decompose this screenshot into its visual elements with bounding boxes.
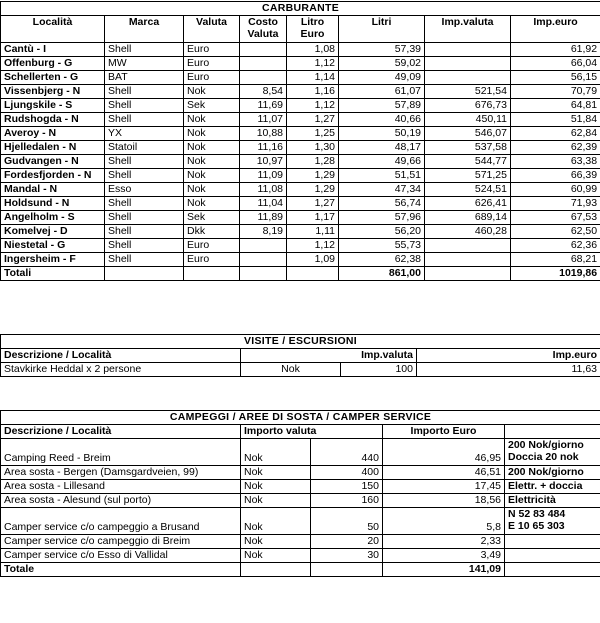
cell-valuta: Nok [184, 155, 240, 169]
cell-costo-valuta [240, 239, 287, 253]
campeggi-valuta: Nok [241, 508, 311, 535]
cell-localita: Vissenbjerg - N [1, 85, 105, 99]
table-row [1, 113, 600, 127]
campeggi-valuta: Nok [241, 466, 311, 480]
cell-litro-euro: 1,14 [287, 71, 339, 85]
header-costo-valuta: Costo Valuta [240, 16, 287, 43]
cell-litri: 49,66 [339, 155, 425, 169]
campeggi-note: N 52 83 484 E 10 65 303 [505, 508, 600, 535]
cell-litro-euro: 1,30 [287, 141, 339, 155]
cell-litro-euro: 1,11 [287, 225, 339, 239]
cell-litri: 59,02 [339, 57, 425, 71]
cell-litro-euro: 1,29 [287, 169, 339, 183]
list-item [1, 439, 600, 466]
campeggi-note: Elettr. + doccia [505, 480, 600, 494]
cell-localita: Mandal - N [1, 183, 105, 197]
cell-costo-valuta [240, 57, 287, 71]
header-valuta: Valuta [184, 16, 240, 43]
table-row [1, 71, 600, 85]
cell-valuta: Euro [184, 71, 240, 85]
cell-litri: 56,20 [339, 225, 425, 239]
total-euro: 1019,86 [511, 267, 600, 281]
cell-litri: 50,19 [339, 127, 425, 141]
cell-costo-valuta: 10,88 [240, 127, 287, 141]
campeggi-note: Elettricità [505, 494, 600, 508]
cell-imp-valuta: 537,58 [425, 141, 511, 155]
campeggi-euro: 18,56 [383, 494, 505, 508]
cell-imp-valuta [425, 43, 511, 57]
cell-litro-euro: 1,29 [287, 183, 339, 197]
cell-costo-valuta: 11,09 [240, 169, 287, 183]
cell-localita: Rudshogda - N [1, 113, 105, 127]
campeggi-euro: 46,95 [383, 439, 505, 466]
carburante-title: CARBURANTE [1, 2, 600, 16]
cell-imp-valuta: 524,51 [425, 183, 511, 197]
cell-litri: 40,66 [339, 113, 425, 127]
cell-litri: 51,51 [339, 169, 425, 183]
cell-costo-valuta [240, 43, 287, 57]
cell-localita: Holdsund - N [1, 197, 105, 211]
cell-imp-euro: 62,39 [511, 141, 600, 155]
campeggi-valuta: Nok [241, 439, 311, 466]
cell-marca: Shell [105, 169, 184, 183]
cell-imp-euro: 51,84 [511, 113, 600, 127]
cell-imp-valuta: 571,25 [425, 169, 511, 183]
cell-litro-euro: 1,09 [287, 253, 339, 267]
campeggi-desc: Camper service c/o campeggio di Breim [1, 535, 241, 549]
cell-marca: BAT [105, 71, 184, 85]
cell-costo-valuta: 11,89 [240, 211, 287, 225]
campeggi-euro: 3,49 [383, 549, 505, 563]
list-item [1, 535, 600, 549]
cell-valuta: Dkk [184, 225, 240, 239]
visite-valuta: Nok [241, 363, 341, 377]
campeggi-valuta: Nok [241, 549, 311, 563]
cell-costo-valuta [240, 71, 287, 85]
campeggi-note [505, 535, 600, 549]
cell-imp-valuta: 460,28 [425, 225, 511, 239]
campeggi-valuta: Nok [241, 480, 311, 494]
carburante-rows [1, 43, 600, 267]
campeggi-desc: Camper service c/o Esso di Vallidal [1, 549, 241, 563]
cell-litri: 61,07 [339, 85, 425, 99]
campeggi-note: 200 Nok/giorno Doccia 20 nok [505, 439, 600, 466]
cell-litro-euro: 1,12 [287, 57, 339, 71]
cell-litro-euro: 1,16 [287, 85, 339, 99]
cell-imp-valuta [425, 239, 511, 253]
cell-imp-valuta: 521,54 [425, 85, 511, 99]
table-row [1, 127, 600, 141]
campeggi-note [505, 549, 600, 563]
campeggi-importo: 20 [311, 535, 383, 549]
cell-imp-valuta: 544,77 [425, 155, 511, 169]
cell-costo-valuta: 11,04 [240, 197, 287, 211]
cell-costo-valuta: 11,16 [240, 141, 287, 155]
campeggi-header-importo-euro: Importo Euro [383, 425, 505, 439]
table-row [1, 155, 600, 169]
cell-litri: 48,17 [339, 141, 425, 155]
cell-imp-euro: 70,79 [511, 85, 600, 99]
cell-marca: Shell [105, 155, 184, 169]
cell-imp-valuta: 450,11 [425, 113, 511, 127]
table-row [1, 239, 600, 253]
cell-imp-euro: 66,39 [511, 169, 600, 183]
header-imp-euro: Imp.euro [511, 16, 600, 43]
cell-localita: Schellerten - G [1, 71, 105, 85]
table-row [1, 99, 600, 113]
cell-imp-euro: 62,84 [511, 127, 600, 141]
cell-marca: Shell [105, 43, 184, 57]
cell-imp-valuta: 689,14 [425, 211, 511, 225]
table-row [1, 183, 600, 197]
list-item [1, 480, 600, 494]
cell-localita: Angelholm - S [1, 211, 105, 225]
campeggi-header-desc: Descrizione / Località [1, 425, 241, 439]
cell-marca: Shell [105, 197, 184, 211]
visite-table [0, 334, 600, 377]
cell-valuta: Sek [184, 99, 240, 113]
cell-imp-valuta: 676,73 [425, 99, 511, 113]
carburante-table [0, 1, 600, 281]
header-imp-valuta: Imp.valuta [425, 16, 511, 43]
cell-costo-valuta: 8,54 [240, 85, 287, 99]
cell-litri: 57,39 [339, 43, 425, 57]
cell-costo-valuta [240, 253, 287, 267]
campeggi-euro: 46,51 [383, 466, 505, 480]
cell-marca: MW [105, 57, 184, 71]
cell-marca: Shell [105, 85, 184, 99]
cell-valuta: Euro [184, 239, 240, 253]
cell-valuta: Nok [184, 85, 240, 99]
cell-valuta: Euro [184, 253, 240, 267]
cell-imp-euro: 64,81 [511, 99, 600, 113]
cell-litro-euro: 1,08 [287, 43, 339, 57]
cell-localita: Cantù - I [1, 43, 105, 57]
cell-imp-euro: 71,93 [511, 197, 600, 211]
cell-imp-euro: 68,21 [511, 253, 600, 267]
cell-litri: 55,73 [339, 239, 425, 253]
cell-litro-euro: 1,17 [287, 211, 339, 225]
table-row [1, 85, 600, 99]
campeggi-valuta: Nok [241, 535, 311, 549]
visite-header-desc: Descrizione / Località [1, 349, 241, 363]
campeggi-importo: 50 [311, 508, 383, 535]
cell-imp-euro: 63,38 [511, 155, 600, 169]
campeggi-euro: 17,45 [383, 480, 505, 494]
cell-valuta: Nok [184, 197, 240, 211]
visite-euro: 11,63 [417, 363, 600, 377]
cell-localita: Niestetal - G [1, 239, 105, 253]
cell-valuta: Nok [184, 183, 240, 197]
campeggi-note: 200 Nok/giorno [505, 466, 600, 480]
cell-localita: Ingersheim - F [1, 253, 105, 267]
cell-valuta: Nok [184, 127, 240, 141]
cell-marca: Shell [105, 239, 184, 253]
cell-marca: Esso [105, 183, 184, 197]
cell-imp-euro: 60,99 [511, 183, 600, 197]
campeggi-importo: 150 [311, 480, 383, 494]
cell-litro-euro: 1,28 [287, 155, 339, 169]
visite-header-imp-valuta: Imp.valuta [241, 349, 417, 363]
cell-litro-euro: 1,12 [287, 99, 339, 113]
total-label: Totali [1, 267, 105, 281]
header-localita: Località [1, 16, 105, 43]
cell-litro-euro: 1,25 [287, 127, 339, 141]
cell-litri: 62,38 [339, 253, 425, 267]
visite-title: VISITE / ESCURSIONI [1, 335, 600, 349]
table-row [1, 253, 600, 267]
campeggi-total-euro: 141,09 [383, 563, 505, 577]
campeggi-importo: 160 [311, 494, 383, 508]
cell-localita: Hjelledalen - N [1, 141, 105, 155]
campeggi-desc: Camping Reed - Breim [1, 439, 241, 466]
cell-marca: Shell [105, 99, 184, 113]
header-marca: Marca [105, 16, 184, 43]
cell-litro-euro: 1,12 [287, 239, 339, 253]
cell-valuta: Sek [184, 211, 240, 225]
cell-costo-valuta: 11,08 [240, 183, 287, 197]
cell-imp-valuta [425, 253, 511, 267]
campeggi-desc: Area sosta - Bergen (Damsgardveien, 99) [1, 466, 241, 480]
cell-localita: Gudvangen - N [1, 155, 105, 169]
table-row [1, 197, 600, 211]
cell-localita: Komelvej - D [1, 225, 105, 239]
cell-localita: Averoy - N [1, 127, 105, 141]
cell-localita: Fordesfjorden - N [1, 169, 105, 183]
table-row [1, 225, 600, 239]
cell-imp-euro: 62,50 [511, 225, 600, 239]
cell-litri: 57,89 [339, 99, 425, 113]
campeggi-rows [1, 439, 600, 563]
cell-marca: Shell [105, 225, 184, 239]
cell-costo-valuta: 11,07 [240, 113, 287, 127]
cell-localita: Ljungskile - S [1, 99, 105, 113]
list-item [1, 466, 600, 480]
visite-importo: 100 [341, 363, 417, 377]
cell-marca: Shell [105, 211, 184, 225]
cell-valuta: Nok [184, 141, 240, 155]
cell-imp-euro: 67,53 [511, 211, 600, 225]
table-row [1, 141, 600, 155]
cell-imp-valuta [425, 57, 511, 71]
cell-costo-valuta: 8,19 [240, 225, 287, 239]
campeggi-euro: 5,8 [383, 508, 505, 535]
campeggi-table [0, 410, 600, 577]
list-item [1, 494, 600, 508]
cell-litro-euro: 1,27 [287, 113, 339, 127]
cell-litri: 49,09 [339, 71, 425, 85]
cell-marca: Shell [105, 113, 184, 127]
header-litri: Litri [339, 16, 425, 43]
campeggi-desc: Area sosta - Lillesand [1, 480, 241, 494]
cell-valuta: Euro [184, 57, 240, 71]
cell-valuta: Nok [184, 113, 240, 127]
campeggi-euro: 2,33 [383, 535, 505, 549]
table-row [1, 169, 600, 183]
cell-marca: Statoil [105, 141, 184, 155]
cell-valuta: Nok [184, 169, 240, 183]
cell-imp-euro: 56,15 [511, 71, 600, 85]
total-litri: 861,00 [339, 267, 425, 281]
campeggi-importo: 400 [311, 466, 383, 480]
campeggi-title: CAMPEGGI / AREE DI SOSTA / CAMPER SERVICE [1, 411, 600, 425]
campeggi-header-importo-valuta: Importo valuta [241, 425, 383, 439]
visite-header-imp-euro: Imp.euro [417, 349, 600, 363]
table-row [1, 43, 600, 57]
table-row [1, 57, 600, 71]
cell-imp-euro: 61,92 [511, 43, 600, 57]
cell-costo-valuta: 10,97 [240, 155, 287, 169]
cell-marca: Shell [105, 253, 184, 267]
campeggi-importo: 30 [311, 549, 383, 563]
cell-imp-valuta: 546,07 [425, 127, 511, 141]
cell-valuta: Euro [184, 43, 240, 57]
campeggi-importo: 440 [311, 439, 383, 466]
cell-imp-valuta: 626,41 [425, 197, 511, 211]
cell-imp-euro: 66,04 [511, 57, 600, 71]
cell-marca: YX [105, 127, 184, 141]
cell-imp-valuta [425, 71, 511, 85]
campeggi-valuta: Nok [241, 494, 311, 508]
list-item [1, 549, 600, 563]
cell-costo-valuta: 11,69 [240, 99, 287, 113]
cell-litri: 57,96 [339, 211, 425, 225]
list-item [1, 508, 600, 535]
table-row [1, 211, 600, 225]
cell-litro-euro: 1,27 [287, 197, 339, 211]
campeggi-total-label: Totale [1, 563, 241, 577]
visite-desc: Stavkirke Heddal x 2 persone [1, 363, 241, 377]
cell-localita: Offenburg - G [1, 57, 105, 71]
cell-litri: 56,74 [339, 197, 425, 211]
header-litro-euro: Litro Euro [287, 16, 339, 43]
campeggi-desc: Area sosta - Alesund (sul porto) [1, 494, 241, 508]
cell-imp-euro: 62,36 [511, 239, 600, 253]
campeggi-desc: Camper service c/o campeggio a Brusand [1, 508, 241, 535]
cell-litri: 47,34 [339, 183, 425, 197]
